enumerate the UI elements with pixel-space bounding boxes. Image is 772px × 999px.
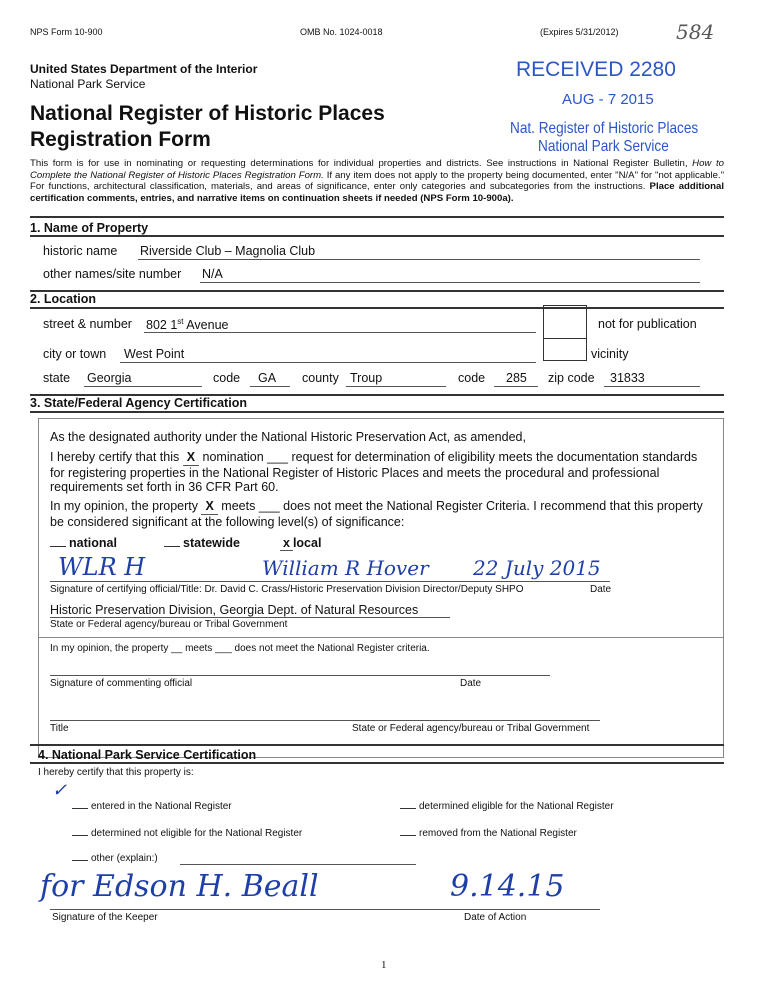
commenting-date-label: Date: [460, 678, 482, 689]
section-1-heading: 1. Name of Property: [30, 221, 149, 235]
stamp-line1: Nat. Register of Historic Places: [510, 120, 699, 137]
level-statewide[interactable]: statewide: [164, 536, 240, 550]
department: United States Department of the Interior: [30, 62, 258, 76]
authority-text: As the designated authority under the National Historic Preservation Act, as amended,: [50, 430, 526, 444]
historic-name-value: Riverside Club – Magnolia Club: [140, 244, 316, 258]
agency-value: Historic Preservation Division, Georgia Dept. of Natural Resources: [50, 603, 419, 617]
vicinity-label: vicinity: [591, 347, 629, 361]
level-national[interactable]: national: [50, 536, 117, 550]
not-for-publication-label: not for publication: [598, 317, 697, 331]
street-value: 802 1st Avenue: [146, 317, 229, 333]
opinion-text: In my opinion, the property X meets ___ does not meet the National Register Criteria. I recommend that this property be considered significant at the following level(s) of significance:: [50, 499, 703, 529]
date-label: Date: [590, 584, 612, 595]
other-names-label: other names/site number: [43, 267, 182, 281]
county-value: Troup: [350, 371, 383, 385]
form-number: NPS Form 10-900: [30, 27, 103, 37]
state-value: Georgia: [87, 371, 132, 385]
level-local[interactable]: x local: [280, 536, 321, 551]
section-3-heading: 3. State/Federal Agency Certification: [30, 396, 247, 410]
received-stamp: RECEIVED 2280: [516, 58, 676, 81]
expiration: (Expires 5/31/2012): [540, 27, 619, 37]
keeper-signature-label: Signature of the Keeper: [52, 912, 158, 923]
stamp-date: AUG - 7 2015: [562, 91, 654, 108]
zip-label: zip code: [548, 371, 595, 385]
commenting-signature-label: Signature of commenting official: [50, 678, 193, 689]
keeper-signature: for Edson H. Beall: [40, 869, 319, 904]
state-label: state: [43, 371, 71, 385]
option-determined-eligible[interactable]: determined eligible for the National Register: [400, 801, 614, 812]
keeper-date-handwritten: 9.14.15: [450, 869, 565, 904]
zip-value: 31833: [610, 371, 645, 385]
option-removed[interactable]: removed from the National Register: [400, 828, 577, 839]
title-label: Title: [50, 723, 69, 734]
certify-text: I hereby certify that this X nomination ___ request for determination of eligibility meets the documentation standards for registering properties in the National Register of Historic Places and meets the procedural and professional requirements set forth in 36 CFR Part 60.: [50, 450, 698, 494]
page-title: National Register of Historic Places: [30, 102, 385, 125]
section-4-heading: 4. National Park Service Certification: [38, 748, 257, 762]
instructions: This form is for use in nominating or requesting determinations for individual properties and districts. See instructions in National Register Bulletin, How to Complete the National Register of Historic Places Registration Form. If any item does not apply to the property being documented, enter "N/A" for "not applicable." For functions, architectural classification, materials, and areas of significance, enter only categories and subcategories from the instructions. Place additional certification comments, entries, and narrative items on continuation sheets if needed (NPS Form 10-900a).: [30, 158, 725, 204]
omb-number: OMB No. 1024-0018: [300, 27, 383, 37]
handwritten-number: 584: [676, 20, 715, 44]
state-code-value: GA: [258, 371, 277, 385]
commenting-agency-label: State or Federal agency/bureau or Tribal Government: [352, 723, 590, 734]
agency-label: State or Federal agency/bureau or Tribal Government: [50, 619, 288, 630]
section-2-heading: 2. Location: [30, 292, 96, 306]
page-number: 1: [381, 959, 387, 971]
option-entered[interactable]: entered in the National Register: [72, 801, 232, 812]
certifying-name-handwritten: William R Hover: [262, 556, 429, 580]
vicinity-checkbox[interactable]: [543, 339, 587, 361]
county-label: county: [302, 371, 339, 385]
county-code-label: code: [458, 371, 486, 385]
not-for-publication-checkbox[interactable]: [543, 305, 587, 339]
check-mark-icon: ✓: [52, 780, 68, 801]
certifying-date-handwritten: 22 July 2015: [473, 556, 601, 580]
county-code-value: 285: [506, 371, 527, 385]
option-determined-not-eligible[interactable]: determined not eligible for the National Register: [72, 828, 302, 839]
signature-label: Signature of certifying official/Title: Dr. David C. Crass/Historic Preservation Division Director/Deputy SHPO: [50, 584, 524, 595]
date-of-action-label: Date of Action: [464, 912, 527, 923]
other-names-value: N/A: [202, 267, 223, 281]
street-label: street & number: [43, 317, 132, 331]
stamp-line2: National Park Service: [538, 138, 669, 155]
city-value: West Point: [124, 347, 185, 361]
nps-certify-text: I hereby certify that this property is:: [38, 767, 194, 778]
historic-name-label: historic name: [43, 244, 118, 258]
service: National Park Service: [30, 77, 146, 91]
option-other[interactable]: other (explain:): [72, 853, 158, 864]
certifying-signature: WLR H: [58, 553, 146, 581]
city-label: city or town: [43, 347, 107, 361]
state-code-label: code: [213, 371, 241, 385]
page-subtitle: Registration Form: [30, 128, 211, 151]
commenting-opinion: In my opinion, the property __ meets ___ does not meet the National Register criteria.: [50, 643, 430, 654]
